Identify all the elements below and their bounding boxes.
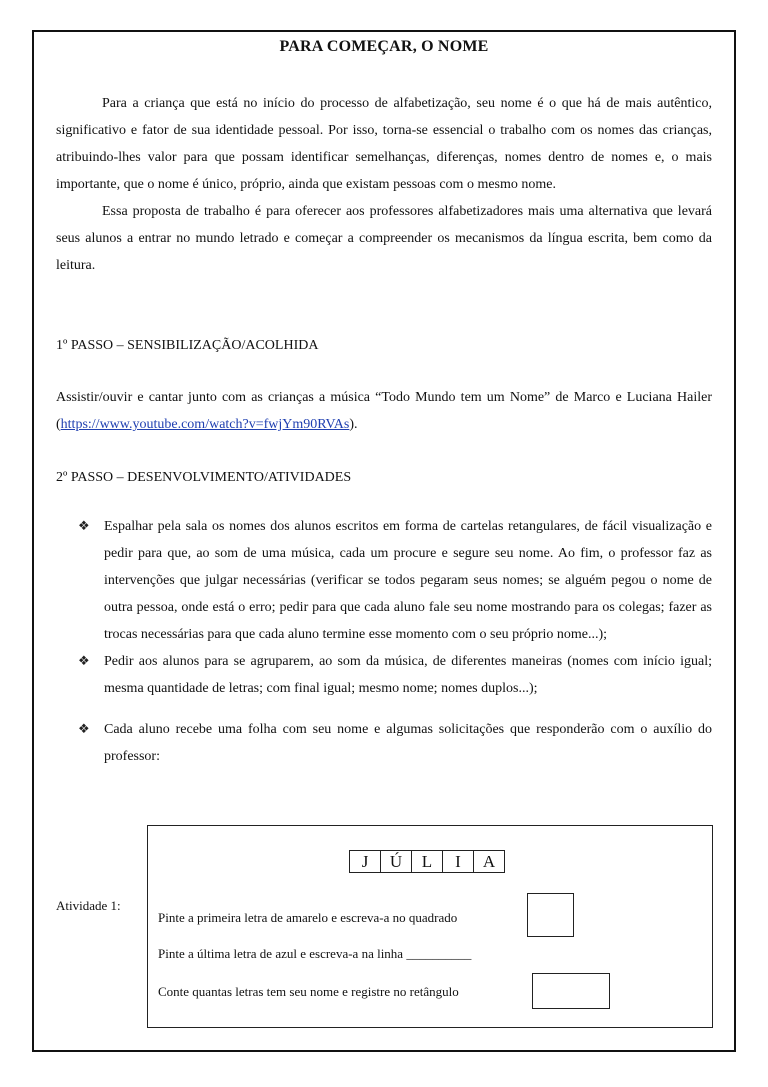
answer-square[interactable] bbox=[527, 893, 574, 937]
intro-paragraph-1: Para a criança que está no início do processo de alfabetização, seu nome é o que há de mais autêntico, significativo e fator de sua identidade pessoal. Por isso, torna-se essencial o trabalho com os nomes das crianças, atribuindo-lhes valor para que possam identificar semelhanças, diferenças, nomes dentro de nomes e, o mais importante, que o nome é único, próprio, ainda que existam pessoas com o mesmo nome. bbox=[56, 96, 712, 192]
list-item bbox=[78, 513, 712, 648]
letter-cell: J bbox=[350, 851, 381, 873]
instruction-first-letter: Pinte a primeira letra de amarelo e escreva-a no quadrado bbox=[158, 910, 458, 925]
step1-text-before: Assistir/ouvir e cantar junto com as crianças a música “Todo Mundo tem um Nome” de Marco e Luciana Hailer ( bbox=[56, 390, 712, 432]
diamond-bullet-icon: ❖ bbox=[78, 722, 90, 737]
intro-section bbox=[56, 90, 712, 279]
instruction-last-letter: Pinte a última letra de azul e escreva-a na linha __________ bbox=[158, 946, 472, 961]
document-page bbox=[32, 30, 736, 1052]
bullet-text-1: Espalhar pela sala os nomes dos alunos escritos em forma de cartelas retangulares, de fácil visualização e pedir para que, ao som de uma música, cada um procure e segure seu nome. Ao fim, o professor faz as intervenções que julgar necessárias (verificar se todos pegaram seus nomes; se alguém pegou o nome de outra pessoa, onde está o erro; pedir para que cada aluno fale seu nome mostrando para os colegas; fazer as trocas necessárias para que cada aluno termine esse momento com o seu próprio nome...); bbox=[104, 519, 712, 642]
activity-box bbox=[147, 825, 713, 1028]
letter-cell: I bbox=[443, 851, 474, 873]
step1-heading: 1º PASSO – SENSIBILIZAÇÃO/ACOLHIDA bbox=[56, 338, 319, 353]
diamond-bullet-icon: ❖ bbox=[78, 519, 90, 534]
step1-text-after: ). bbox=[349, 417, 358, 432]
intro-paragraph-2: Essa proposta de trabalho é para oferecer aos professores alfabetizadores mais uma alternativa que levará seus alunos a entrar no mundo letrado e começar a compreender os mecanismos da língua escrita, bem como da leitura. bbox=[56, 204, 712, 273]
page-title: PARA COMEÇAR, O NOME bbox=[279, 38, 489, 55]
bullet-text-3: Cada aluno recebe uma folha com seu nome e algumas solicitações que responderão com o auxílio do professor: bbox=[104, 722, 712, 764]
youtube-link[interactable]: https://www.youtube.com/watch?v=fwjYm90RVAs bbox=[60, 417, 350, 432]
letter-cell: A bbox=[474, 851, 505, 873]
letter-cell: Ú bbox=[381, 851, 412, 873]
bullet-text-2: Pedir aos alunos para se agruparem, ao som da música, de diferentes maneiras (nomes com início igual; mesma quantidade de letras; com final igual; mesmo nome; nomes duplos...); bbox=[104, 654, 712, 696]
step2-bullet-list bbox=[78, 513, 712, 770]
step1-text bbox=[56, 384, 712, 438]
step2-heading: 2º PASSO – DESENVOLVIMENTO/ATIVIDADES bbox=[56, 470, 352, 485]
instruction-count-letters: Conte quantas letras tem seu nome e registre no retângulo bbox=[158, 984, 459, 999]
list-item bbox=[78, 716, 712, 770]
activity-label: Atividade 1: bbox=[56, 898, 121, 913]
name-letters-table bbox=[349, 850, 505, 873]
diamond-bullet-icon: ❖ bbox=[78, 654, 90, 669]
answer-rectangle[interactable] bbox=[532, 973, 610, 1009]
letter-cell: L bbox=[412, 851, 443, 873]
list-item bbox=[78, 648, 712, 702]
